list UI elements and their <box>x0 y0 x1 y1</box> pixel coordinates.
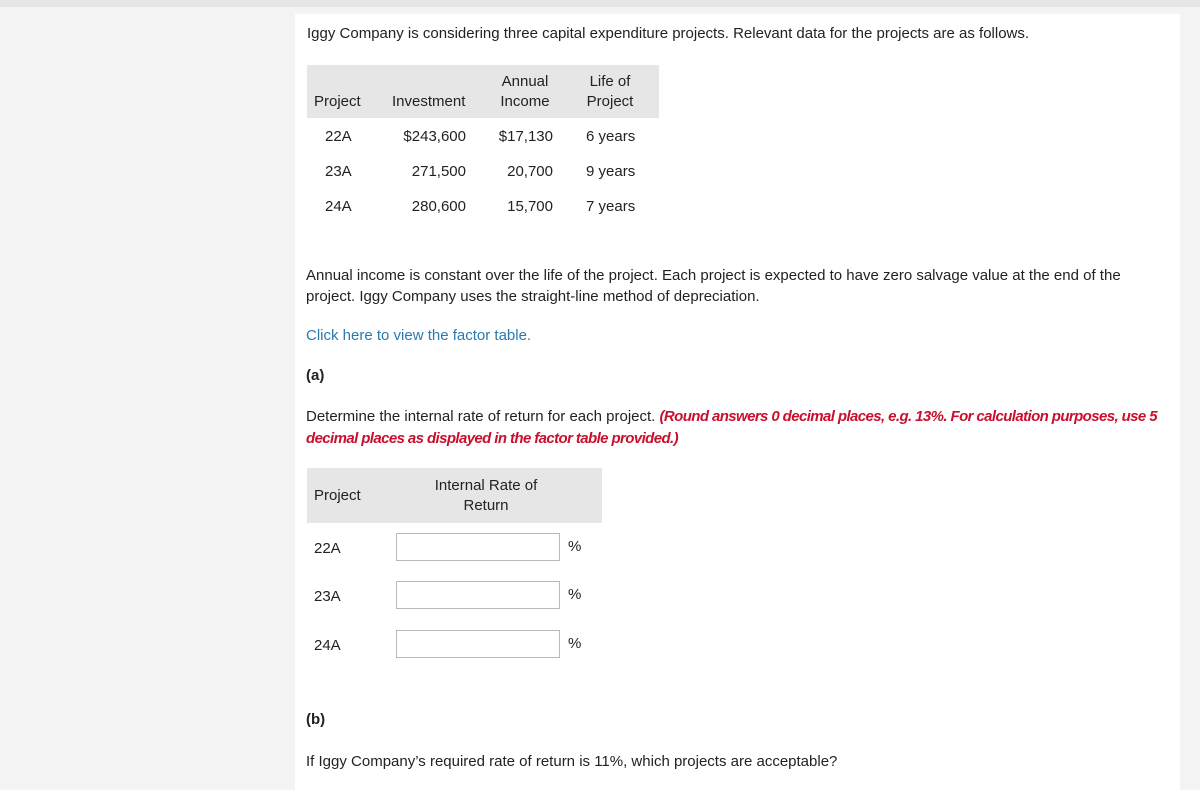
part-b-label: (b) <box>306 711 326 728</box>
t1-row1-income: $17,130 <box>498 128 553 145</box>
part-b-question: If Iggy Company’s required rate of return is 11%, which projects are acceptable? <box>306 753 838 770</box>
question-card <box>295 14 1180 790</box>
t1-row3-income: 15,700 <box>507 198 553 215</box>
intro-text: Iggy Company is considering three capital expenditure projects. Relevant data for the projects are as follows. <box>307 25 1030 42</box>
t2-row2-unit: % <box>568 586 582 603</box>
t2-row1-project: 22A <box>314 540 341 557</box>
t1-row2-project: 23A <box>325 163 352 180</box>
t1-row1-project: 22A <box>325 128 352 145</box>
th-life-2: Project <box>586 93 634 110</box>
t1-row3-life: 7 years <box>586 198 636 215</box>
rounding-note: (Round answers 0 decimal places, e.g. 13%. For calculation purposes, use 5 decimal places as displayed in the factor table provided.) <box>306 408 1157 447</box>
th-annual-1: Annual <box>501 73 549 90</box>
part-a-instruction <box>306 406 1166 450</box>
t1-row2-investment: 271,500 <box>411 163 466 180</box>
factor-table-link[interactable]: Click here to view the factor table. <box>306 327 532 344</box>
th-annual-2: Income <box>500 93 550 110</box>
top-bar <box>0 0 1200 7</box>
th2-irr: Internal Rate of Return <box>434 477 538 514</box>
irr-24a-input[interactable] <box>396 630 560 658</box>
part-a-label: (a) <box>306 367 325 384</box>
irr-22a-input[interactable] <box>396 533 560 561</box>
t2-row1-unit: % <box>568 538 582 555</box>
t1-row2-income: 20,700 <box>507 163 553 180</box>
th-investment: Investment <box>392 93 466 110</box>
t1-row1-life: 6 years <box>586 128 636 145</box>
t1-row1-investment: $243,600 <box>403 128 466 145</box>
t1-row2-life: 9 years <box>586 163 636 180</box>
th-life-1: Life of <box>589 73 631 90</box>
t2-row2-project: 23A <box>314 588 341 605</box>
irr-23a-input[interactable] <box>396 581 560 609</box>
instruction-text: Determine the internal rate of return for each project. <box>306 408 656 425</box>
t1-row3-investment: 280,600 <box>411 198 466 215</box>
assumptions-paragraph: Annual income is constant over the life of the project. Each project is expected to have zero salvage value at the end of the project. Iggy Company uses the straight-line method of depreciation. <box>306 267 1121 305</box>
t2-row3-unit: % <box>568 635 582 652</box>
th2-project: Project <box>314 487 361 504</box>
t1-row3-project: 24A <box>325 198 352 215</box>
th-project: Project <box>314 93 361 110</box>
t2-row3-project: 24A <box>314 637 341 654</box>
